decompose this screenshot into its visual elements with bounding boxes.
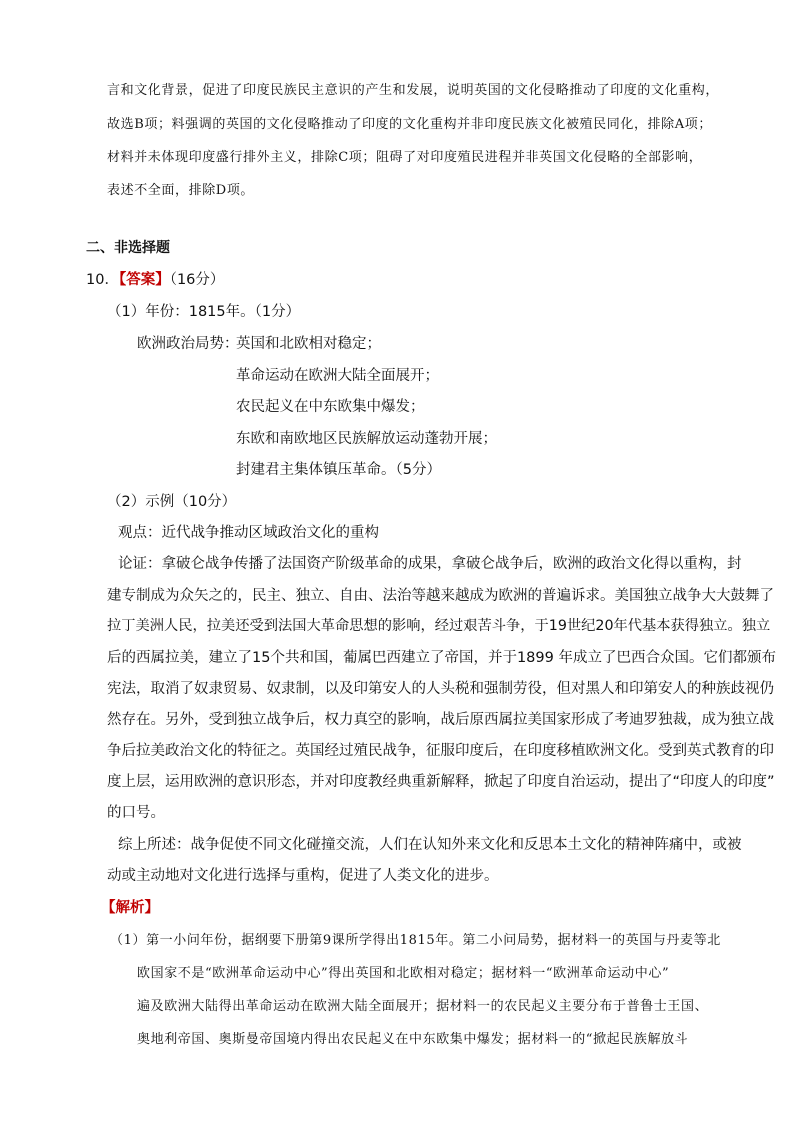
summary-line: 综上所述：战争促使不同文化碰撞交流，人们在认知外来文化和反思本土文化的精神阵痛中，或被 (118, 837, 742, 853)
question-header (86, 268, 224, 289)
politics-item: 革命运动在欧洲大陆全面展开； (236, 368, 439, 384)
argument-line: 度上层，运用欧洲的意识形态，并对印度教经典重新解释，掀起了印度自治运动，提出了“印度人的印度” (107, 774, 775, 790)
explanation-line: 表述不全面，排除D项。 (107, 183, 255, 198)
analysis-line: 遍及欧洲大陆得出革命运动在欧洲大陆全面展开；据材料一的农民起义主要分布于普鲁士王国、 (137, 999, 709, 1014)
analysis-line: 奥地利帝国、奥斯曼帝国境内得出农民起义在中东欧集中爆发；据材料一的“掀起民族解放斗 (137, 1032, 689, 1047)
analysis-line: （1）第一小问年份，据纲要下册第9课所学得出1815年。第二小问局势，据材料一的英国与丹麦等北 (110, 933, 721, 948)
argument-line: 争后拉美政治文化的特征之。英国经过殖民战争，征服印度后，在印度移植欧洲文化。受到英式教育的印 (107, 743, 774, 759)
argument-line: 建专制成为众矢之的，民主、独立、自由、法治等越来越成为欧洲的普遍诉求。美国独立战争大大鼓舞了 (107, 588, 774, 604)
part2-line: （2）示例（10分） (107, 494, 237, 510)
explanation-line: 材料并未体现印度盛行排外主义，排除C项；阻碍了对印度殖民进程并非英国文化侵略的全部影响， (107, 150, 703, 165)
argument-line: 宪法，取消了奴隶贸易、奴隶制，以及印第安人的人头税和强制劳役，但对黑人和印第安人的种族歧视仍 (107, 681, 774, 697)
politics-item: 农民起义在中东欧集中爆发； (236, 399, 425, 415)
politics-item: 英国和北欧相对稳定； (236, 336, 381, 352)
explanation-line: 言和文化背景，促进了印度民族民主意识的产生和发展，说明英国的文化侵略推动了印度的文化重构， (107, 83, 720, 98)
part1-line: （1）年份：1815年。（1分） (107, 304, 301, 320)
argument-line: 然存在。另外，受到独立战争后，权力真空的影响，战后原西属拉美国家形成了考迪罗独裁，成为独立战 (107, 712, 774, 728)
summary-line: 动或主动地对文化进行选择与重构，促进了人类文化的进步。 (107, 868, 499, 884)
section-title: 二、非选择题 (86, 240, 170, 256)
politics-label: 欧洲政治局势： (137, 336, 239, 352)
argument-line: 拉丁美洲人民，拉美还受到法国大革命思想的影响，经过艰苦斗争，于19世纪20年代基本获得独立。独立 (107, 618, 771, 634)
viewpoint: 观点：近代战争推动区域政治文化的重构 (118, 525, 379, 541)
question-number: 10． (86, 272, 119, 288)
explanation-line: 故选B项；料强调的英国的文化侵略推动了印度的文化重构并非印度民族文化被殖民同化，排除A项； (107, 117, 712, 132)
answer-tag: 【答案】 (118, 272, 170, 288)
question-score: （16分） (169, 272, 225, 288)
argument-line: 论证：拿破仑战争传播了法国资产阶级革命的成果，拿破仑战争后，欧洲的政治文化得以重构，封 (118, 556, 742, 572)
analysis-line: 欧国家不是“欧洲革命运动中心”得出英国和北欧相对稳定；据材料一“欧洲革命运动中心” (137, 966, 670, 981)
politics-item: 东欧和南欧地区民族解放运动蓬勃开展； (236, 431, 497, 447)
argument-line: 的口号。 (107, 805, 165, 821)
politics-item: 封建君主集体镇压革命。（5分） (236, 462, 441, 478)
analysis-tag: 【解析】 (101, 900, 159, 916)
argument-line: 后的西属拉美，建立了15个共和国，葡属巴西建立了帝国，并于1899 年成立了巴西合众国。它们都颁布 (107, 650, 776, 666)
